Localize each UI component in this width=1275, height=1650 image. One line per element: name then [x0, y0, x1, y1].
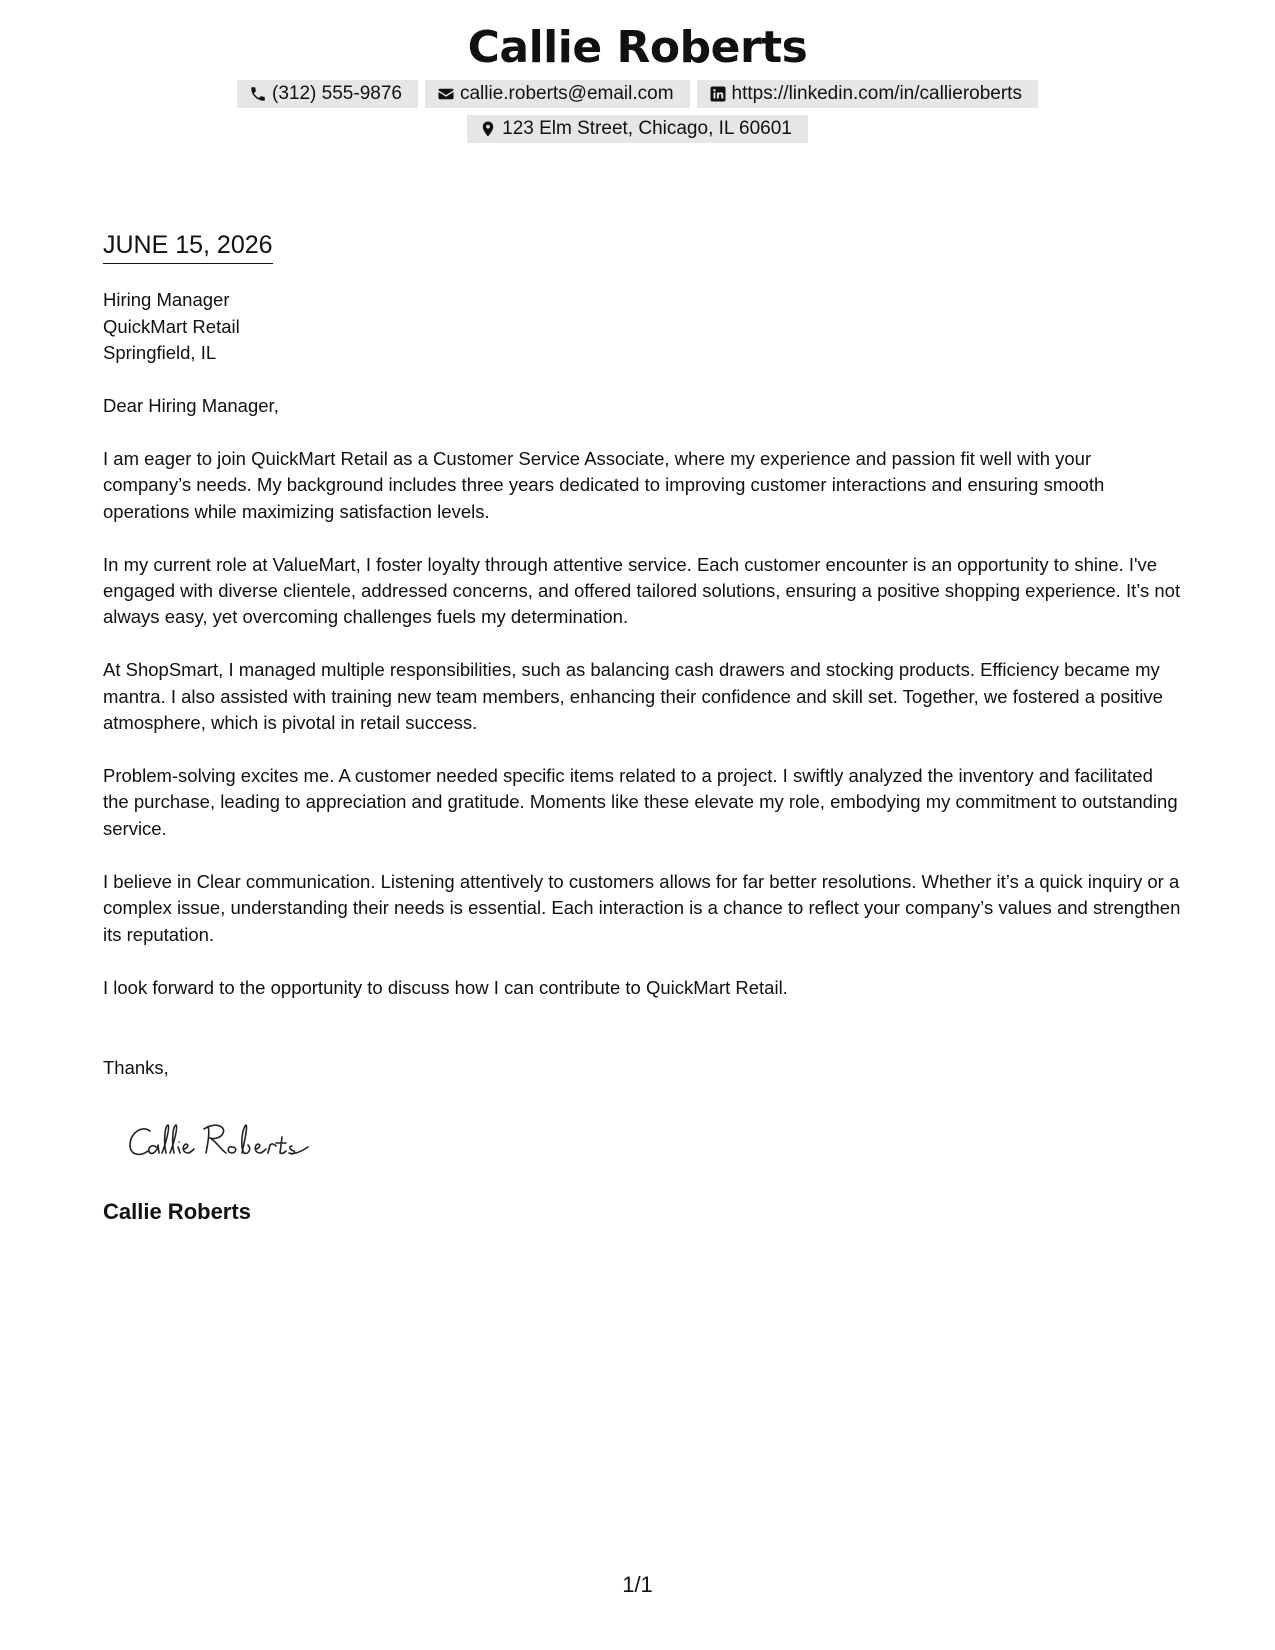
body-paragraph: At ShopSmart, I managed multiple responsibilities, such as balancing cash drawers and stocking products. Efficiency became my mantra. I also assisted with training new team members, enhancing their confidence and skill set. Together, we fostered a positive atmosphere, which is pivotal in retail success. — [103, 659, 1163, 734]
signer-name: Callie Roberts — [103, 1199, 251, 1224]
address-text: 123 Elm Street, Chicago, IL 60601 — [502, 118, 792, 139]
letter-date: JUNE 15, 2026 — [103, 229, 273, 264]
contact-row-primary — [0, 80, 1275, 108]
body-paragraph: I look forward to the opportunity to discuss how I can contribute to QuickMart Retail. — [103, 976, 788, 998]
letter-body — [103, 393, 1183, 1027]
address-chip — [467, 115, 808, 143]
recipient-location: Springfield, IL — [103, 342, 217, 363]
recipient-block — [103, 287, 240, 367]
linkedin-chip[interactable] — [697, 80, 1038, 108]
recipient-title: Hiring Manager — [103, 289, 230, 310]
phone-chip — [237, 80, 418, 108]
contact-row-secondary — [0, 115, 1275, 143]
closing: Thanks, — [103, 1057, 169, 1078]
body-paragraph: Problem-solving excites me. A customer needed specific items related to a project. I swiftly analyzed the inventory and facilitated the purchase, leading to appreciation and gratitude. Moments like these elevate my role, embodying my commitment to outstanding service. — [103, 765, 1178, 839]
page-indicator: 1/1 — [622, 1572, 653, 1597]
phone-icon — [249, 85, 267, 103]
handwritten-signature — [126, 1113, 346, 1169]
applicant-name: Callie Roberts — [467, 22, 808, 73]
body-paragraph: I am eager to join QuickMart Retail as a Customer Service Associate, where my experience and passion fit well with your company’s needs. My background includes three years dedicated to improving customer interactions and ensuring smooth operations while maximizing satisfaction levels. — [103, 447, 1105, 522]
body-paragraph: I believe in Clear communication. Listening attentively to customers allows for far better resolutions. Whether it’s a quick inquiry or a complex issue, understanding their needs is essential. Each interaction is a chance to reflect your company’s values and strengthen its reputation. — [103, 870, 1181, 945]
salutation: Dear Hiring Manager, — [103, 395, 279, 416]
recipient-company: QuickMart Retail — [103, 315, 240, 337]
body-paragraph: In my current role at ValueMart, I foster loyalty through attentive service. Each customer encounter is an opportunity to shine. I've engaged with diverse clientele, addressed concerns, and offered tailored solutions, ensuring a positive shopping experience. It’s not always easy, yet overcoming challenges fuels my determination. — [103, 553, 1181, 628]
phone-text: (312) 555-9876 — [272, 83, 402, 104]
email-chip[interactable] — [425, 80, 690, 108]
envelope-icon — [437, 85, 455, 103]
linkedin-link[interactable]: https://linkedin.com/in/callieroberts — [731, 83, 1022, 104]
map-marker-icon — [479, 120, 497, 138]
linkedin-icon — [709, 85, 727, 103]
email-link[interactable]: callie.roberts@email.com — [459, 83, 674, 104]
